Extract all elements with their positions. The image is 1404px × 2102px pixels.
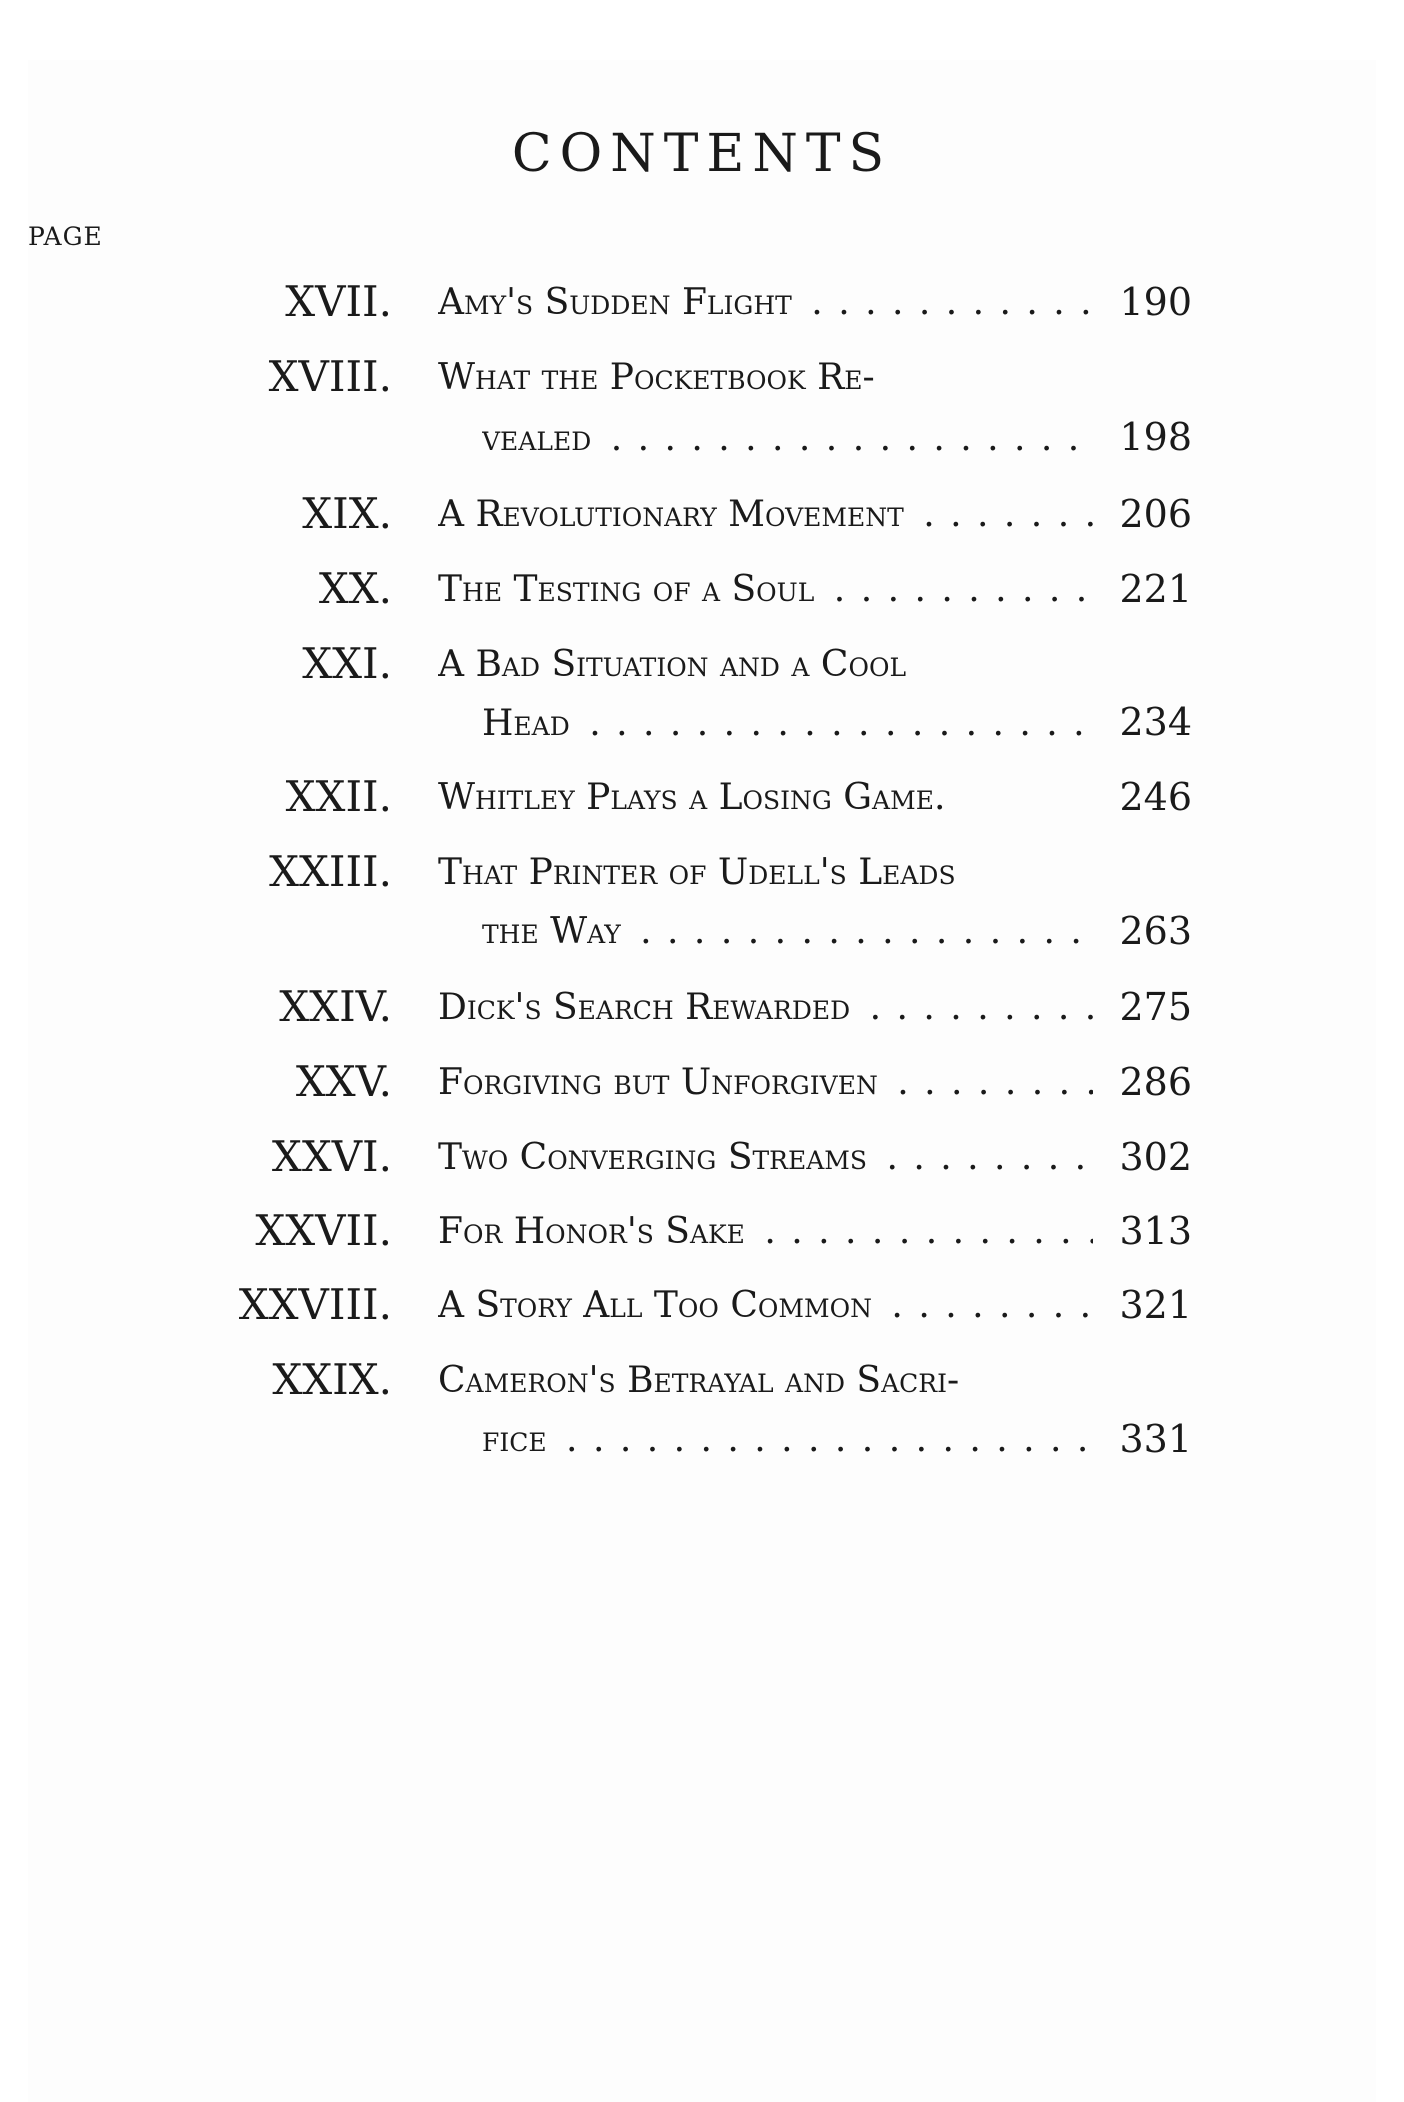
chapter-title: A Revolutionary Movement . . . [438, 497, 1093, 533]
page-number: 221 [1119, 567, 1192, 611]
page-number: 286 [1119, 1060, 1192, 1104]
chapter-title-line-2: the Way . . . [482, 914, 1093, 950]
chapter-number: XXV. [295, 1057, 392, 1106]
chapter-title: Dick's Search Rewarded . . . [438, 990, 1093, 1026]
page-number: 246 [1119, 775, 1192, 819]
chapter-title: The Testing of a Soul . . . [438, 572, 1093, 608]
chapter-title-line-1: What the Pocketbook Re- [438, 360, 875, 396]
chapter-title: For Honor's Sake . . . [438, 1214, 1093, 1250]
page-number: 275 [1119, 985, 1192, 1029]
page-number: 302 [1119, 1135, 1192, 1179]
chapter-number: XIX. [302, 489, 392, 538]
chapter-number: XXIV. [279, 982, 392, 1031]
chapter-title-line-2: fice . . . [482, 1422, 1093, 1458]
chapter-title: Amy's Sudden Flight . . . [438, 285, 1093, 321]
chapter-number: XXVI. [271, 1132, 392, 1181]
chapter-title-line-1: That Printer of Udell's Leads [438, 855, 956, 891]
page-column-header: PAGE [28, 222, 1376, 2102]
chapter-title-line-2: Head . . . [482, 706, 1093, 742]
chapter-title-line-1: Cameron's Betrayal and Sacri- [438, 1363, 960, 1399]
page-number: 206 [1119, 492, 1192, 536]
chapter-number: XXI. [302, 639, 392, 688]
chapter-number: XXIX. [272, 1355, 392, 1404]
chapter-title-line-1: A Bad Situation and a Cool [438, 647, 907, 683]
chapter-number: XVII. [285, 277, 392, 326]
page-number: 263 [1119, 909, 1192, 953]
chapter-title: Two Converging Streams . . . [438, 1140, 1093, 1176]
page-title: CONTENTS [511, 124, 893, 184]
chapter-number: XX. [318, 564, 392, 613]
chapter-number: XXVII. [255, 1206, 392, 1255]
chapter-number: XXII. [285, 772, 392, 821]
chapter-title: A Story All Too Common . . . [438, 1288, 1093, 1324]
chapter-number: XXVIII. [238, 1280, 392, 1329]
page-number: 190 [1119, 280, 1192, 324]
chapter-title-line-2: vealed . . . [482, 421, 1093, 457]
page-number: 198 [1119, 415, 1192, 459]
chapter-number: XXIII. [269, 847, 392, 896]
chapter-title: Whitley Plays a Losing Game. [438, 780, 946, 816]
chapter-number: XVIII. [268, 352, 392, 401]
chapter-title: Forgiving but Unforgiven . . . [438, 1065, 1093, 1101]
page-number: 234 [1119, 700, 1192, 744]
page-number: 321 [1119, 1283, 1192, 1327]
page-number: 331 [1119, 1417, 1192, 1461]
page-number: 313 [1119, 1209, 1192, 1253]
